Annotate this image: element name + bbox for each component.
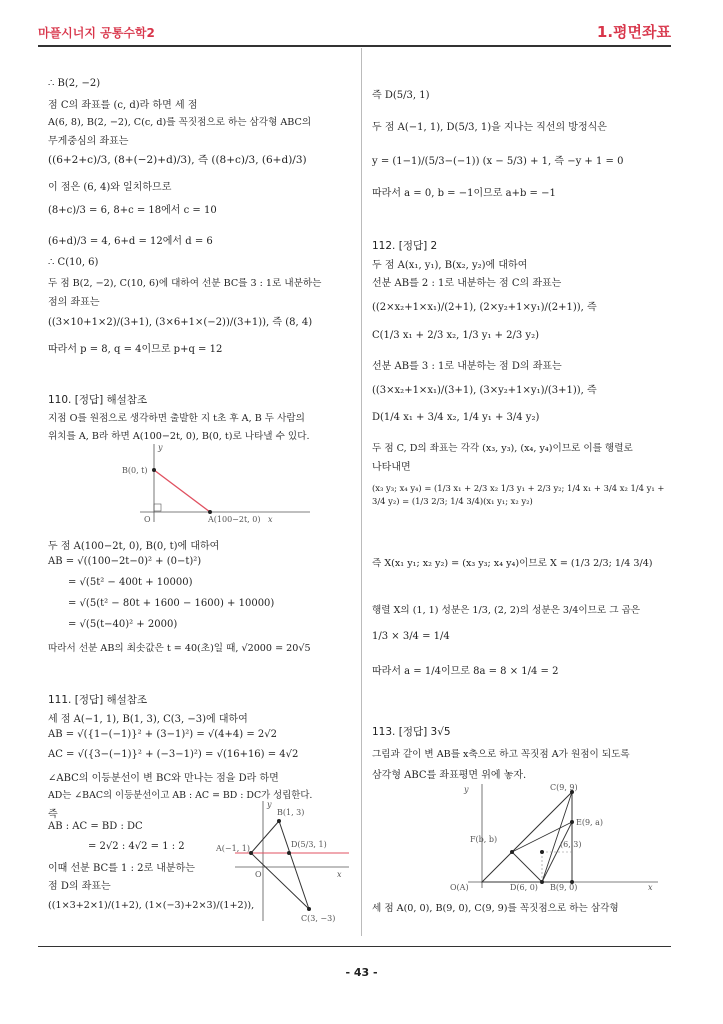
x-axis-label: x [337,870,342,879]
math-line: = √(5(t² − 80t + 1600 − 1600) + 10000) [68,598,275,609]
text-line: ∠ABC의 이등분선이 변 BC와 만나는 점을 D라 하면 [48,773,279,784]
page-number: - 43 - [345,966,378,979]
point-63-label: (6, 3) [560,840,582,849]
point-a [208,510,212,514]
math-line: = √(5t² − 400t + 10000) [68,577,193,588]
point-c-label: C(9, 9) [550,783,578,792]
text-line: 세 점 A(0, 0), B(9, 0), C(9, 9)를 꼭짓점으로 하는 삼각형 [372,903,619,914]
origin-label: O [144,515,151,524]
origin-label: O [255,870,262,879]
point-c [307,907,311,911]
graph-113 [448,780,668,892]
math-line: AC = √({3−(−1)}² + (−3−1)²) = √(16+16) = 4√2 [48,749,299,760]
y-axis-label: y [267,800,272,809]
segment-cd [542,792,572,882]
math-line: 1/3 × 3/4 = 1/4 [372,631,450,642]
math-line: = √(5(t−40)² + 2000) [68,619,178,630]
segment-fd [512,852,542,882]
point-b [277,819,281,823]
point-e-label: E(9, a) [576,818,604,827]
point-b-label: B(9, 0) [550,883,578,892]
math-line: ((3×10+1×2)/(3+1), (3×6+1×(−2))/(3+1)), 즉 (8, 4) [48,317,313,328]
x-axis-label: x [268,515,273,524]
text-line: 위치를 A, B라 하면 A(100−2t, 0), B(0, t)로 나타낼 수 있다. [48,431,310,442]
y-axis-label: y [464,785,469,794]
point-a-label: A(100−2t, 0) [208,515,261,524]
answer-111-title: 111. [정답] 해설참조 [48,694,148,706]
text-line: 두 점 A(x₁, y₁), B(x₂, y₂)에 대하여 [372,260,528,271]
graph-110 [110,442,410,527]
point-c-label: C(3, −3) [301,914,336,923]
right-angle-mark [154,504,161,511]
math-line: AB : AC = BD : DC [48,821,143,832]
x-axis-label: x [648,883,653,892]
point-b-label: B(0, t) [122,466,148,475]
text-line: 무게중심의 좌표는 [48,136,129,147]
math-line: ((1×3+2×1)/(1+2), (1×(−3)+2×3)/(1+2)), [48,900,255,911]
text-line: ∴ B(2, −2) [48,78,101,89]
y-axis-label: y [158,443,163,452]
math-line: ((2×x₂+1×x₁)/(2+1), (2×y₂+1×y₁)/(2+1)), 즉 [372,302,597,313]
text-line: 따라서 p = 8, q = 4이므로 p+q = 12 [48,344,223,355]
text-line: 즉 [48,809,58,820]
text-line: 두 점 A(100−2t, 0), B(0, t)에 대하여 [48,541,220,552]
text-line: 이때 선분 BC를 1 : 2로 내분하는 [48,863,195,874]
text-line: 지점 O를 원점으로 생각하면 출발한 지 t초 후 A, B 두 사람의 [48,413,305,424]
header-chapter-title: 1.평면좌표 [596,23,671,41]
text-line: 두 점 A(−1, 1), D(5/3, 1)을 지나는 직선의 방정식은 [372,122,607,133]
answer-113-title: 113. [정답] 3√5 [372,726,451,738]
point-a-label: A(−1, 1) [216,844,250,853]
text-line: 따라서 선분 AB의 최솟값은 t = 40(초)일 때, √2000 = 20√5 [48,643,311,654]
math-line: AB = √((100−2t−0)² + (0−t)²) [48,556,202,567]
origin-label: O(A) [450,883,469,892]
point-d [287,851,291,855]
text-line: 두 점 B(2, −2), C(10, 6)에 대하여 선분 BC를 3 : 1로 내분하는 [48,278,322,289]
segment-ab [154,470,210,512]
text-line: ∴ C(10, 6) [48,257,99,268]
text-line: 행렬 X의 (1, 1) 성분은 1/3, (2, 2)의 성분은 3/4이므로 그 곱은 [372,605,641,616]
point-f-label: F(b, b) [470,835,498,844]
text-line: 삼각형 ABC를 좌표평면 위에 놓자. [372,770,527,781]
point-d [540,880,544,884]
point-d-label: D(5/3, 1) [291,840,327,849]
point-63 [540,850,544,854]
math-line: ((3×x₂+1×x₁)/(3+1), (3×y₂+1×y₁)/(3+1)), 즉 [372,385,597,396]
matrix-equation: (x₃ y₃; x₄ y₄) = (1/3 x₁ + 2/3 x₂ 1/3 y₁ + 2/3 y₂; 1/4 x₁ + 3/4 x₂ 1/4 y₁ + 3/4 y₂) = (1/3 2/3; 1/4 3/4)(x₁ y₁; x₂ y₂) [372,483,665,506]
math-line: 즉 X(x₁ y₁; x₂ y₂) = (x₃ y₃; x₄ y₄)이므로 X = (1/3 2/3; 1/4 3/4) [372,558,653,569]
math-line: (8+c)/3 = 6, 8+c = 18에서 c = 10 [48,205,217,216]
graph-111 [216,797,353,925]
triangle-abc [251,821,309,909]
header-book-title: 마플시너지 공통수학2 [38,26,155,40]
math-line: 즉 D(5/3, 1) [372,90,430,101]
text-line: 세 점 A(−1, 1), B(1, 3), C(3, −3)에 대하여 [48,714,248,725]
math-line: 따라서 a = 1/4이므로 8a = 8 × 1/4 = 2 [372,666,559,677]
text-line: 점 D의 좌표는 [48,881,111,892]
answer-112-title: 112. [정답] 2 [372,240,438,252]
text-line: 선분 AB를 2 : 1로 내분하는 점 C의 좌표는 [372,278,562,289]
math-line: AB = √({1−(−1)}² + (3−1)²) = √(4+4) = 2√2 [48,729,277,740]
text-line: 두 점 C, D의 좌표는 각각 (x₃, y₃), (x₄, y₄)이므로 이를 행렬로 [372,443,633,454]
answer-110-title: 110. [정답] 해설참조 [48,394,148,406]
text-line: AD는 ∠BAC의 이등분선이고 AB : AC = BD : DC가 성립한다. [48,790,313,801]
point-f [510,850,514,854]
text-line: 그림과 같이 변 AB를 x축으로 하고 꼭짓점 A가 원점이 되도록 [372,749,630,760]
footer-rule [38,946,671,947]
math-line: = 2√2 : 4√2 = 1 : 2 [88,841,185,852]
point-b [152,468,156,472]
point-e [570,820,574,824]
header-rule [38,45,671,47]
math-line: ((6+2+c)/3, (8+(−2)+d)/3), 즉 ((8+c)/3, (6+d)/3) [48,154,307,166]
text-line: 따라서 a = 0, b = −1이므로 a+b = −1 [372,188,556,199]
math-line: D(1/4 x₁ + 3/4 x₂, 1/4 y₁ + 3/4 y₂) [372,412,540,423]
text-line: 이 점은 (6, 4)와 일치하므로 [48,182,172,193]
math-line: (6+d)/3 = 4, 6+d = 12에서 d = 6 [48,236,213,247]
text-line: 나타내면 [372,462,411,473]
point-d-label: D(6, 0) [510,883,538,892]
math-line: C(1/3 x₁ + 2/3 x₂, 1/3 y₁ + 2/3 y₂) [372,330,539,341]
point-b-label: B(1, 3) [277,808,305,817]
text-line: 점의 좌표는 [48,297,100,308]
math-line: y = (1−1)/(5/3−(−1)) (x − 5/3) + 1, 즉 −y + 1 = 0 [372,156,624,167]
text-line: 선분 AB를 3 : 1로 내분하는 점 D의 좌표는 [372,361,562,372]
text-line: 점 C의 좌표를 (c, d)라 하면 세 점 [48,100,198,111]
text-line: A(6, 8), B(2, −2), C(c, d)를 꼭짓점으로 하는 삼각형 ABC의 [48,117,312,128]
